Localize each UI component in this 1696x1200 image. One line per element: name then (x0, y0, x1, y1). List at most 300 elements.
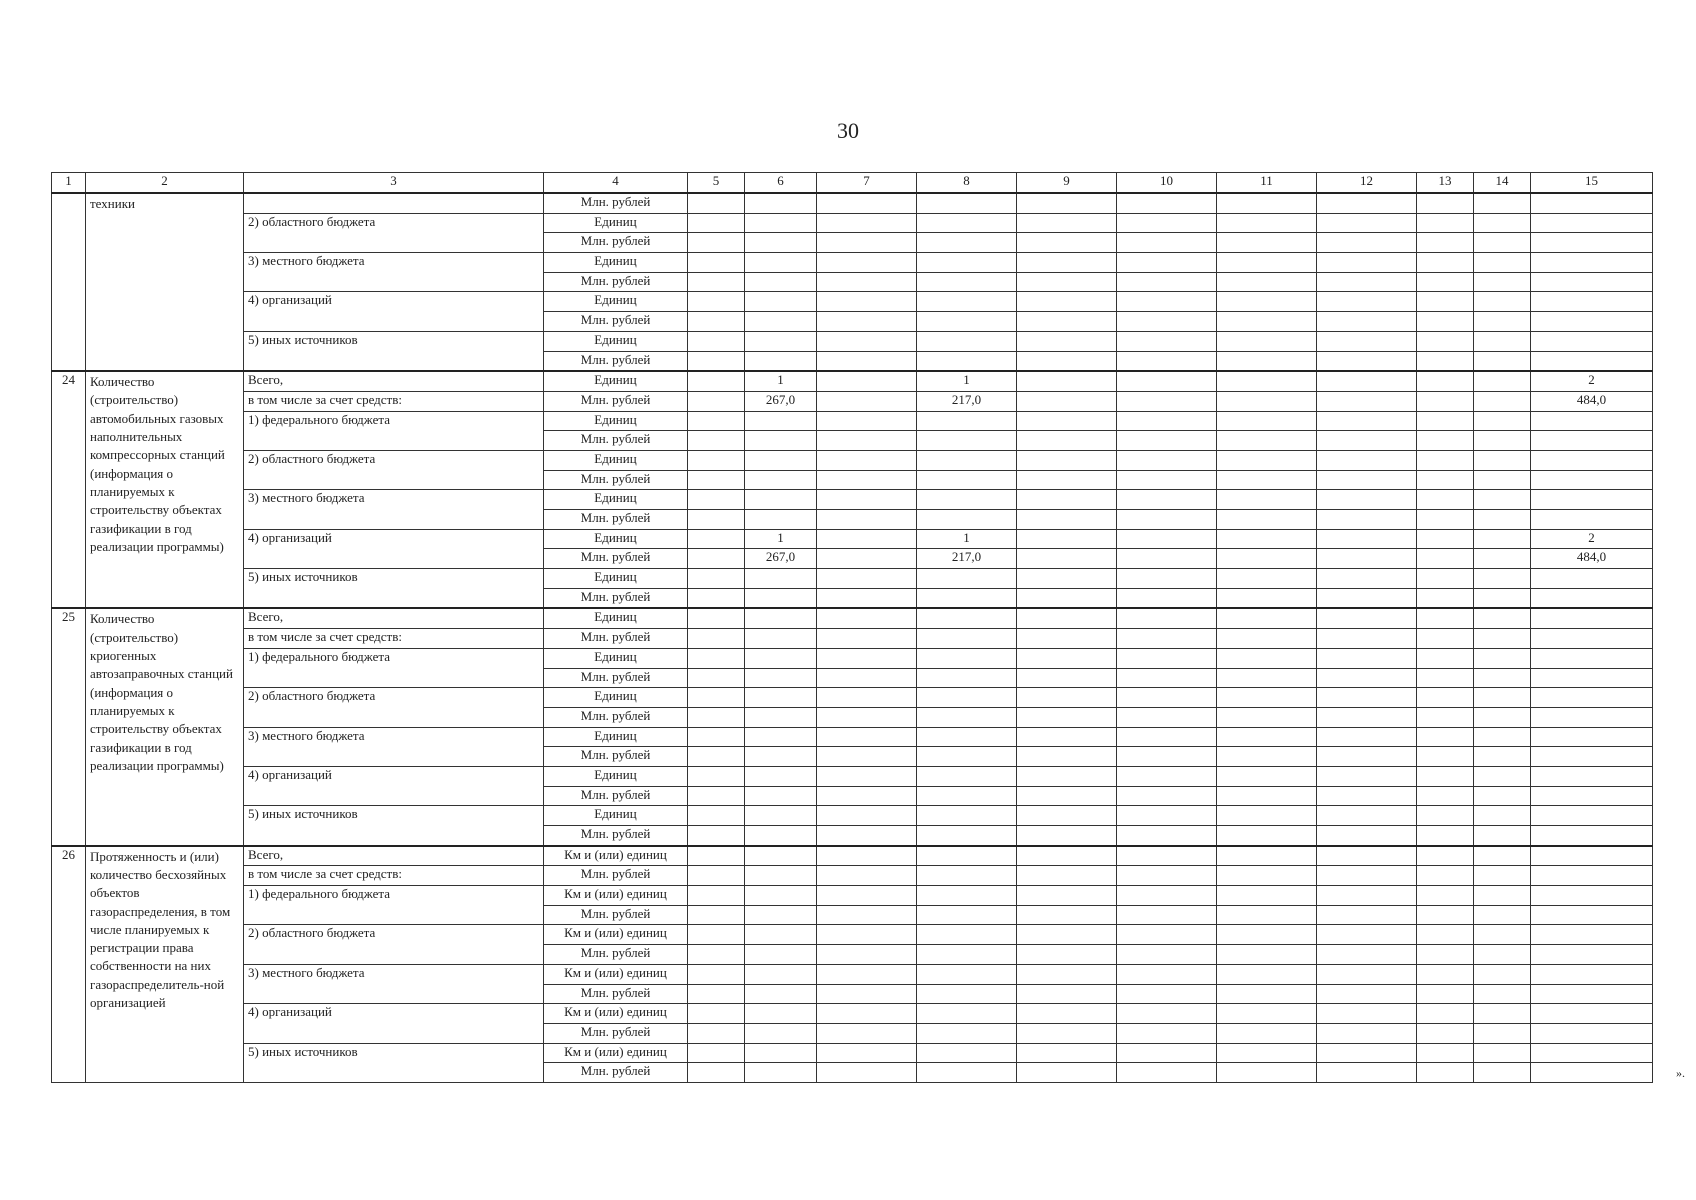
value-cell (1317, 253, 1417, 273)
value-cell (1531, 766, 1653, 786)
header-cell: 10 (1117, 173, 1217, 194)
value-cell (1117, 668, 1217, 688)
value-cell (917, 253, 1017, 273)
value-cell (745, 766, 817, 786)
value-cell (1474, 510, 1531, 530)
value-cell: 484,0 (1531, 549, 1653, 569)
unit-cell: Млн. рублей (544, 470, 688, 490)
value-cell (1531, 351, 1653, 371)
value-cell (745, 964, 817, 984)
value-cell (1417, 866, 1474, 886)
value-cell (1017, 470, 1117, 490)
value-cell: 267,0 (745, 549, 817, 569)
value-cell (1531, 431, 1653, 451)
value-cell (817, 272, 917, 292)
value-cell (745, 1063, 817, 1083)
value-cell (688, 233, 745, 253)
value-cell (1017, 588, 1117, 608)
indicator-name: Протяженность и (или) количество бесхозяйных объектов газораспределения, в том числе планируемых к регистрации права собственности на них газораспределитель-ной организацией (86, 846, 244, 1083)
value-cell (1217, 213, 1317, 233)
unit-cell: Единиц (544, 490, 688, 510)
value-cell (745, 905, 817, 925)
value-cell (745, 668, 817, 688)
unit-cell: Единиц (544, 331, 688, 351)
value-cell (1531, 510, 1653, 530)
value-cell (1017, 233, 1117, 253)
funding-source: 1) федерального бюджета (244, 648, 544, 687)
value-cell (1417, 450, 1474, 470)
value-cell (1417, 747, 1474, 767)
value-cell (1217, 272, 1317, 292)
value-cell (1317, 272, 1417, 292)
table-row (52, 964, 1653, 984)
unit-cell: Млн. рублей (544, 668, 688, 688)
value-cell (688, 1004, 745, 1024)
value-cell (1531, 648, 1653, 668)
value-cell (688, 312, 745, 332)
value-cell (1417, 905, 1474, 925)
value-cell (1217, 569, 1317, 589)
value-cell (1317, 648, 1417, 668)
value-cell (745, 707, 817, 727)
value-cell (745, 588, 817, 608)
unit-cell: Единиц (544, 648, 688, 668)
value-cell (1017, 688, 1117, 708)
value-cell (1474, 411, 1531, 431)
value-cell (1474, 629, 1531, 649)
funding-source: 4) организаций (244, 766, 544, 805)
value-cell (817, 331, 917, 351)
unit-cell: Км и (или) единиц (544, 1043, 688, 1063)
unit-cell: Единиц (544, 371, 688, 391)
value-cell (917, 905, 1017, 925)
value-cell (1117, 490, 1217, 510)
value-cell (745, 193, 817, 213)
value-cell (1474, 549, 1531, 569)
value-cell (1117, 569, 1217, 589)
value-cell (1317, 707, 1417, 727)
value-cell (1217, 253, 1317, 273)
unit-cell: Единиц (544, 727, 688, 747)
value-cell (917, 608, 1017, 628)
value-cell (1217, 866, 1317, 886)
funding-source: 4) организаций (244, 1004, 544, 1043)
value-cell (1017, 766, 1117, 786)
value-cell (688, 905, 745, 925)
value-cell (1117, 1004, 1217, 1024)
value-cell (745, 292, 817, 312)
value-cell (1017, 629, 1117, 649)
value-cell (1117, 747, 1217, 767)
value-cell (1017, 786, 1117, 806)
value-cell (745, 846, 817, 866)
value-cell (1117, 588, 1217, 608)
value-cell (745, 351, 817, 371)
value-cell (688, 984, 745, 1004)
indicator-name: Количество (строительство) криогенных автозаправочных станций (информация о планируемых к строительству объектах газификации в год реализации программы) (86, 608, 244, 845)
value-cell (817, 668, 917, 688)
value-cell (745, 608, 817, 628)
value-cell (745, 648, 817, 668)
value-cell (1217, 688, 1317, 708)
item-number: 26 (52, 846, 86, 1083)
value-cell (817, 925, 917, 945)
value-cell (1117, 1023, 1217, 1043)
value-cell (1017, 431, 1117, 451)
value-cell (917, 886, 1017, 906)
value-cell (1531, 826, 1653, 846)
value-cell (1417, 1063, 1474, 1083)
value-cell (745, 786, 817, 806)
value-cell (1474, 866, 1531, 886)
value-cell (1117, 1063, 1217, 1083)
value-cell (1417, 727, 1474, 747)
value-cell (917, 629, 1017, 649)
value-cell (745, 1004, 817, 1024)
header-cell: 3 (244, 173, 544, 194)
value-cell (1417, 806, 1474, 826)
value-cell (1317, 233, 1417, 253)
value-cell (1417, 786, 1474, 806)
value-cell (1474, 608, 1531, 628)
value-cell (745, 1043, 817, 1063)
value-cell (1217, 371, 1317, 391)
unit-cell: Млн. рублей (544, 826, 688, 846)
value-cell (817, 826, 917, 846)
value-cell (1317, 490, 1417, 510)
value-cell (688, 786, 745, 806)
value-cell (1417, 312, 1474, 332)
value-cell (1317, 1004, 1417, 1024)
value-cell (817, 411, 917, 431)
value-cell (1117, 450, 1217, 470)
unit-cell: Млн. рублей (544, 510, 688, 530)
value-cell (688, 569, 745, 589)
value-cell (817, 569, 917, 589)
value-cell (1017, 608, 1117, 628)
program-indicators-table (51, 172, 1653, 1083)
value-cell (745, 886, 817, 906)
value-cell (917, 450, 1017, 470)
value-cell (688, 331, 745, 351)
value-cell (1531, 688, 1653, 708)
value-cell (817, 766, 917, 786)
value-cell (1317, 351, 1417, 371)
value-cell (1531, 984, 1653, 1004)
value-cell (1217, 411, 1317, 431)
value-cell (1474, 588, 1531, 608)
value-cell (1317, 1023, 1417, 1043)
value-cell (745, 629, 817, 649)
value-cell (1317, 588, 1417, 608)
value-cell (817, 292, 917, 312)
value-cell (688, 193, 745, 213)
value-cell (1217, 1063, 1317, 1083)
value-cell (1017, 490, 1117, 510)
value-cell (1417, 510, 1474, 530)
unit-cell: Единиц (544, 213, 688, 233)
value-cell (1474, 648, 1531, 668)
header-cell: 11 (1217, 173, 1317, 194)
value-cell (917, 984, 1017, 1004)
value-cell (1417, 588, 1474, 608)
value-cell (1474, 272, 1531, 292)
value-cell (1317, 549, 1417, 569)
value-cell (1417, 925, 1474, 945)
value-cell (688, 272, 745, 292)
value-cell (1317, 668, 1417, 688)
value-cell (1217, 806, 1317, 826)
unit-cell: Млн. рублей (544, 549, 688, 569)
value-cell (817, 964, 917, 984)
header-cell: 5 (688, 173, 745, 194)
value-cell (1117, 529, 1217, 549)
value-cell (1217, 727, 1317, 747)
value-cell (1117, 470, 1217, 490)
value-cell (688, 925, 745, 945)
value-cell (1531, 608, 1653, 628)
value-cell (1417, 964, 1474, 984)
value-cell (1474, 331, 1531, 351)
value-cell (817, 1004, 917, 1024)
table-row (52, 866, 1653, 886)
value-cell (1531, 411, 1653, 431)
value-cell (1317, 727, 1417, 747)
value-cell (1474, 371, 1531, 391)
value-cell (1317, 391, 1417, 411)
unit-cell: Млн. рублей (544, 786, 688, 806)
value-cell: 1 (745, 529, 817, 549)
value-cell (688, 766, 745, 786)
value-cell (1531, 490, 1653, 510)
value-cell (1317, 984, 1417, 1004)
value-cell (1474, 450, 1531, 470)
value-cell (688, 510, 745, 530)
value-cell (1474, 905, 1531, 925)
value-cell (688, 549, 745, 569)
value-cell (688, 886, 745, 906)
value-cell (1017, 1063, 1117, 1083)
funding-source: 5) иных источников (244, 331, 544, 371)
value-cell (1417, 648, 1474, 668)
unit-cell: Единиц (544, 766, 688, 786)
funding-source: 1) федерального бюджета (244, 411, 544, 450)
value-cell (688, 608, 745, 628)
unit-cell: Млн. рублей (544, 707, 688, 727)
value-cell (1317, 312, 1417, 332)
value-cell (817, 608, 917, 628)
value-cell (1531, 886, 1653, 906)
value-cell (1417, 1004, 1474, 1024)
closing-quote: ». (1676, 1066, 1685, 1080)
value-cell (745, 490, 817, 510)
value-cell (1531, 1043, 1653, 1063)
value-cell (1317, 510, 1417, 530)
unit-cell: Единиц (544, 253, 688, 273)
value-cell (688, 707, 745, 727)
unit-cell: Млн. рублей (544, 984, 688, 1004)
value-cell (1017, 826, 1117, 846)
value-cell (1474, 766, 1531, 786)
value-cell (1417, 470, 1474, 490)
value-cell (917, 1004, 1017, 1024)
value-cell (917, 1063, 1017, 1083)
table-row (52, 450, 1653, 470)
value-cell (917, 1023, 1017, 1043)
value-cell (688, 351, 745, 371)
value-cell (1474, 984, 1531, 1004)
header-cell: 9 (1017, 173, 1117, 194)
value-cell (1317, 766, 1417, 786)
value-cell (1217, 668, 1317, 688)
value-cell (1117, 886, 1217, 906)
value-cell (817, 1043, 917, 1063)
value-cell (688, 688, 745, 708)
unit-cell: Млн. рублей (544, 391, 688, 411)
value-cell (1217, 707, 1317, 727)
value-cell (1317, 846, 1417, 866)
table-row (52, 727, 1653, 747)
value-cell (1117, 629, 1217, 649)
funding-source (244, 193, 544, 213)
value-cell (1474, 727, 1531, 747)
value-cell (1217, 1023, 1317, 1043)
funding-source: 3) местного бюджета (244, 727, 544, 766)
value-cell (817, 866, 917, 886)
value-cell (1474, 786, 1531, 806)
value-cell (1317, 608, 1417, 628)
value-cell (1474, 707, 1531, 727)
table-row (52, 411, 1653, 431)
value-cell (817, 312, 917, 332)
value-cell (1531, 846, 1653, 866)
value-cell (1017, 866, 1117, 886)
value-cell (1217, 886, 1317, 906)
value-cell (1217, 786, 1317, 806)
funding-source: Всего, (244, 846, 544, 866)
value-cell (917, 925, 1017, 945)
value-cell (1117, 391, 1217, 411)
value-cell (917, 826, 1017, 846)
value-cell (1317, 826, 1417, 846)
value-cell (1017, 727, 1117, 747)
value-cell (1317, 925, 1417, 945)
value-cell (817, 1063, 917, 1083)
value-cell: 1 (745, 371, 817, 391)
value-cell (1017, 331, 1117, 351)
value-cell (1217, 510, 1317, 530)
value-cell (817, 450, 917, 470)
value-cell (1531, 233, 1653, 253)
value-cell (1117, 846, 1217, 866)
value-cell (1474, 964, 1531, 984)
value-cell (1117, 292, 1217, 312)
value-cell (1531, 272, 1653, 292)
value-cell (1117, 727, 1217, 747)
table-row (52, 292, 1653, 312)
value-cell (1474, 490, 1531, 510)
value-cell (1531, 470, 1653, 490)
value-cell (1317, 688, 1417, 708)
value-cell (1474, 253, 1531, 273)
value-cell (688, 588, 745, 608)
value-cell (917, 1043, 1017, 1063)
funding-source: 4) организаций (244, 292, 544, 331)
value-cell (1531, 450, 1653, 470)
value-cell (1017, 648, 1117, 668)
value-cell (1474, 213, 1531, 233)
value-cell (1217, 905, 1317, 925)
value-cell (917, 648, 1017, 668)
value-cell (1317, 1063, 1417, 1083)
funding-source: 2) областного бюджета (244, 688, 544, 727)
value-cell (1117, 431, 1217, 451)
unit-cell: Км и (или) единиц (544, 964, 688, 984)
value-cell (1017, 351, 1117, 371)
value-cell (1417, 490, 1474, 510)
value-cell (1117, 766, 1217, 786)
value-cell (1117, 806, 1217, 826)
value-cell (917, 945, 1017, 965)
value-cell (1017, 806, 1117, 826)
header-cell: 13 (1417, 173, 1474, 194)
value-cell (917, 431, 1017, 451)
value-cell (1417, 608, 1474, 628)
unit-cell: Единиц (544, 292, 688, 312)
value-cell (1317, 411, 1417, 431)
value-cell (688, 253, 745, 273)
value-cell (1531, 747, 1653, 767)
value-cell (1317, 945, 1417, 965)
header-cell: 14 (1474, 173, 1531, 194)
value-cell (1017, 411, 1117, 431)
value-cell (1017, 549, 1117, 569)
value-cell (1117, 312, 1217, 332)
unit-cell: Км и (или) единиц (544, 846, 688, 866)
value-cell (1417, 984, 1474, 1004)
value-cell (1317, 292, 1417, 312)
value-cell (1531, 668, 1653, 688)
funding-source: Всего, (244, 371, 544, 391)
value-cell (1017, 1043, 1117, 1063)
value-cell (1531, 1004, 1653, 1024)
value-cell (1217, 588, 1317, 608)
value-cell (1017, 925, 1117, 945)
value-cell (1017, 1023, 1117, 1043)
value-cell (1531, 1063, 1653, 1083)
value-cell (688, 727, 745, 747)
value-cell (1474, 431, 1531, 451)
value-cell (1531, 806, 1653, 826)
value-cell (745, 253, 817, 273)
value-cell (1017, 1004, 1117, 1024)
value-cell (1531, 253, 1653, 273)
value-cell (1217, 331, 1317, 351)
value-cell (1117, 707, 1217, 727)
value-cell (1474, 925, 1531, 945)
value-cell (1417, 569, 1474, 589)
value-cell (1317, 964, 1417, 984)
value-cell (1217, 431, 1317, 451)
value-cell (1317, 371, 1417, 391)
funding-source: Всего, (244, 608, 544, 628)
value-cell (917, 233, 1017, 253)
unit-cell: Млн. рублей (544, 866, 688, 886)
value-cell (1217, 490, 1317, 510)
funding-source: 5) иных источников (244, 1043, 544, 1082)
value-cell (1531, 964, 1653, 984)
value-cell (1474, 846, 1531, 866)
